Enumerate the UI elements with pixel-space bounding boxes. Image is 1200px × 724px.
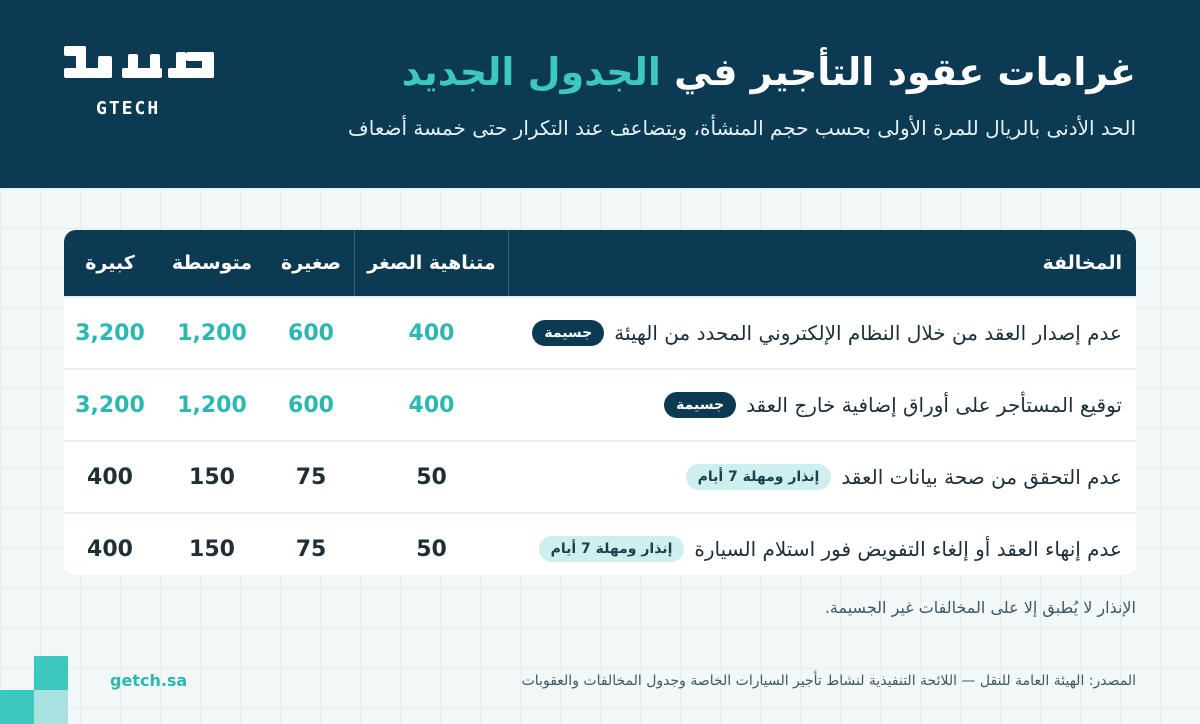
header <box>0 0 1200 188</box>
column-small: صغيرة <box>281 252 341 274</box>
fine-medium: 150 <box>189 464 235 490</box>
gtech-logo-mark-icon <box>64 44 214 92</box>
fine-small: 600 <box>288 392 334 418</box>
violation-cell <box>509 392 1136 418</box>
fine-large: 3,200 <box>75 320 145 346</box>
source-citation: المصدر: الهيئة العامة للنقل — اللائحة التنفيذية لنشاط تأجير السيارات الخاصة وجدول المخالفات والعقوبات <box>521 673 1136 689</box>
warning-badge: إنذار ومهلة 7 أيام <box>539 536 685 562</box>
table-row <box>64 368 1136 440</box>
violation-cell <box>509 320 1136 346</box>
title-accent: الجدول الجديد <box>401 50 661 94</box>
violation-text: عدم التحقق من صحة بيانات العقد <box>841 465 1122 489</box>
fine-medium: 1,200 <box>177 320 247 346</box>
fine-small: 600 <box>288 320 334 346</box>
fine-micro: 50 <box>416 536 447 562</box>
fine-medium: 1,200 <box>177 392 247 418</box>
fine-large: 3,200 <box>75 392 145 418</box>
fine-large: 400 <box>87 464 133 490</box>
table-row <box>64 296 1136 368</box>
fine-micro: 400 <box>408 392 455 418</box>
fine-large: 400 <box>87 536 133 562</box>
table-row <box>64 440 1136 512</box>
column-large: كبيرة <box>85 252 135 274</box>
fine-micro: 400 <box>408 320 455 346</box>
violation-cell <box>509 464 1136 490</box>
page-subtitle: الحد الأدنى بالريال للمرة الأولى بحسب حجم المنشأة، ويتضاعف عند التكرار حتى خمسة أضعاف <box>348 116 1136 140</box>
column-micro: متناهية الصغر <box>354 230 509 296</box>
table-row <box>64 512 1136 575</box>
footnote: الإنذار لا يُطبق إلا على المخالفات غير الجسيمة. <box>824 598 1136 617</box>
violation-text: عدم إنهاء العقد أو إلغاء التفويض فور استلام السيارة <box>694 537 1122 561</box>
violation-text: عدم إصدار العقد من خلال النظام الإلكتروني المحدد من الهيئة <box>614 321 1122 345</box>
violation-cell <box>509 536 1136 562</box>
table-header <box>64 230 1136 296</box>
fine-small: 75 <box>295 464 327 490</box>
column-violation: المخالفة <box>1042 252 1122 274</box>
fine-micro: 50 <box>416 464 447 490</box>
fine-small: 75 <box>295 536 327 562</box>
fine-medium: 150 <box>189 536 235 562</box>
page-title <box>402 48 1136 96</box>
column-medium: متوسطة <box>171 252 253 274</box>
fines-table <box>64 230 1136 575</box>
website-link[interactable]: getch.sa <box>110 671 188 690</box>
title-prefix: غرامات عقود التأجير في <box>674 50 1136 94</box>
corner-squares-icon <box>0 656 68 724</box>
severity-badge: جسيمة <box>532 320 604 346</box>
severity-badge: جسيمة <box>664 392 736 418</box>
violation-text: توقيع المستأجر على أوراق إضافية خارج العقد <box>746 393 1122 417</box>
logo-text: GTECH <box>96 98 161 119</box>
gtech-logo <box>62 44 214 120</box>
warning-badge: إنذار ومهلة 7 أيام <box>686 464 832 490</box>
